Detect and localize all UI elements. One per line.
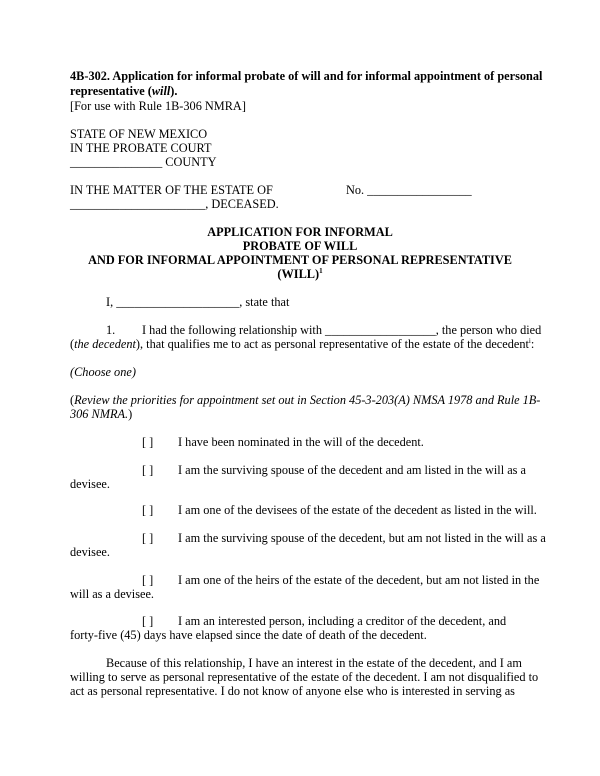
closing-line1: Because of this relationship, I have an interest in the estate of the decedent, and I am [106,656,522,670]
option-spouse-not-listed: I am the surviving spouse of the decedent, but am not listed in the will as a [178,531,546,545]
option-checkbox[interactable]: [ ] [142,531,154,545]
rule-title-text: representative ( [70,84,152,98]
option-checkbox[interactable]: [ ] [142,614,154,628]
option-heir-cont: will as a devisee. [70,587,155,601]
form-title-line2: PROBATE OF WILL [242,239,358,253]
relationship-line: I had the following relationship with __________________, the person who died [142,323,542,337]
option-spouse-listed: I am the surviving spouse of the decedent and am listed in the will as a [178,463,526,477]
decedent-line [70,337,534,351]
court-heading: IN THE PROBATE COURT [70,141,212,155]
state-heading: STATE OF NEW MEXICO [70,127,208,141]
form-title-will: (WILL) [277,267,320,281]
decedent-name-field: ______________________, DECEASED. [70,197,279,211]
option-interested-person-cont: forty-five (45) days have elapsed since the date of death of the decedent. [70,628,427,642]
option-checkbox[interactable]: [ ] [142,435,154,449]
rule-title-line1: 4B-302. Application for informal probate of will and for informal appointment of personal [70,69,543,83]
colon: : [530,337,535,351]
case-number-field: No. _________________ [346,183,472,197]
footnote-marker-i: i [528,336,531,345]
form-title-line4 [0,267,600,281]
option-checkbox[interactable]: [ ] [142,503,154,517]
closing-line3: act as personal representative. I do not know of anyone else who is interested in serving as [70,684,515,698]
matter-label: IN THE MATTER OF THE ESTATE OF [70,183,273,197]
rule-title-end: ). [170,84,178,98]
review-text-end: 306 NMRA. [70,407,129,421]
qualifies-text: ), that qualifies me to act as personal representative of the estate of the decedent [135,337,529,351]
option-checkbox[interactable]: [ ] [142,573,154,587]
title-footnote-marker: 1 [319,266,323,275]
rule-title-will: will [151,84,171,98]
option-interested-person: I am an interested person, including a creditor of the decedent, and [178,614,507,628]
option-heir: I am one of the heirs of the estate of the decedent, but am not listed in the [178,573,540,587]
form-title-line3: AND FOR INFORMAL APPOINTMENT OF PERSONAL REPRESENTATIVE [88,253,512,267]
option-checkbox[interactable]: [ ] [142,463,154,477]
paren-open: ( [70,337,75,351]
review-paren-open: ( [70,393,75,407]
option-spouse-not-listed-cont: devisee. [70,545,110,559]
review-note-line1 [70,393,540,407]
county-line: _______________ COUNTY [70,155,217,169]
review-text: Review the priorities for appointment set out in Section 45-3-203(A) NMSA 1978 and Rule 1B- [74,393,541,407]
decedent-term: the decedent [74,337,136,351]
para1-number: 1. [106,323,116,337]
form-title-line1: APPLICATION FOR INFORMAL [207,225,393,239]
option-nominated: I have been nominated in the will of the decedent. [178,435,424,449]
closing-line2: willing to serve as personal representative of the estate of the decedent. I am not disqualified to [70,670,539,684]
choose-one-note: (Choose one) [70,365,136,379]
use-note: [For use with Rule 1B-306 NMRA] [70,99,246,113]
applicant-name-line: I, ____________________, state that [106,295,290,309]
rule-title-line2 [70,84,177,98]
option-spouse-listed-cont: devisee. [70,477,110,491]
option-devisee: I am one of the devisees of the estate of the decedent as listed in the will. [178,503,537,517]
review-paren-close: ) [128,407,133,421]
review-note-line2 [70,407,132,421]
